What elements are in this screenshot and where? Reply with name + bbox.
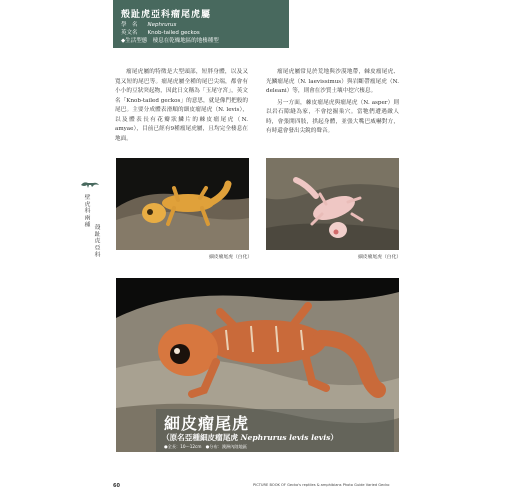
body-paragraph: 瘤尾虎屬的特徵是大型頭部，短胖身體，以及又寬又短的尾巴等。瘤尾虎屬全種的尾巴尖端，都會有小小的豆狀突起物，因此日文稱為「玉尾守宮」，英文名「Knob-tailed geckos」的意思，就是像門把般的尾巴。主要分成體表滑順的細皮瘤尾虎（N. levis），以及體表長有花瓣狀鱗片的棘皮瘤尾虎（N. amyae），目前已經有9種瘤尾虎屬，且均完全棲息在地面。: [115, 69, 248, 142]
photo-caption: 細皮瘤尾虎（白化）: [358, 255, 402, 260]
photo-gecko-albino: [266, 158, 399, 250]
side-tab-subfamily: 殼趾虎亞科: [93, 224, 99, 258]
body-paragraph: 瘤尾虎屬常見於荒地與沙漠地帶，棘皮瘤尾虎、光鱗瘤尾虎（N. laevissimus）與岩斷帶瘤尾虎（N. deleani）等，則會在沙質土壤中挖穴棲息。: [266, 69, 399, 94]
body-column-right: [266, 68, 399, 139]
side-tab-family: 壁虎科兩種: [83, 194, 89, 228]
book-title-footer: PICTURE BOOK OF Gecko's reptiles & amphibians Photo Guide Varied Gecko: [253, 483, 390, 487]
scientific-name-value: Nephrurus: [147, 22, 177, 28]
scientific-name-line: [121, 20, 176, 28]
page-number: 60: [113, 483, 120, 489]
photo-caption: 細皮瘤尾虎（白化）: [209, 255, 253, 260]
scientific-name-label: 學 名: [121, 22, 138, 28]
genus-header: [113, 0, 289, 48]
gecko-icon: [80, 178, 100, 190]
species-subtitle: [162, 432, 338, 443]
subtitle-prefix: （原名亞種細皮瘤尾虎: [162, 433, 241, 442]
subtitle-latin: Nephrurus levis levis: [240, 433, 331, 442]
english-name-value: Knob-tailed geckos: [147, 30, 200, 36]
subtitle-suffix: ）: [330, 433, 338, 442]
english-name-line: [121, 28, 200, 36]
english-name-label: 英文名: [121, 30, 138, 36]
photo-gecko-yellow: [116, 158, 249, 250]
body-column-left: [115, 68, 248, 146]
species-meta: ●全長：10～12cm ●分布：澳洲內陸地區: [164, 444, 247, 449]
lifestyle-line: ◆生活型態 棲息在乾燥地區的地棲種型: [121, 38, 219, 44]
species-name: 細皮瘤尾虎: [164, 414, 250, 433]
body-paragraph: 另一方面，棘皮瘤尾虎與瘤尾虎（N. asper）則以岩石隙縫為家，不會挖掘巢穴。當牠們遭遇敵人時，會張開四肢，拱起身體，並張大嘴巴威嚇對方，有時還會發出尖銳的聲音。: [266, 99, 399, 134]
genus-title: 殼趾虎亞科瘤尾虎屬: [121, 10, 212, 20]
